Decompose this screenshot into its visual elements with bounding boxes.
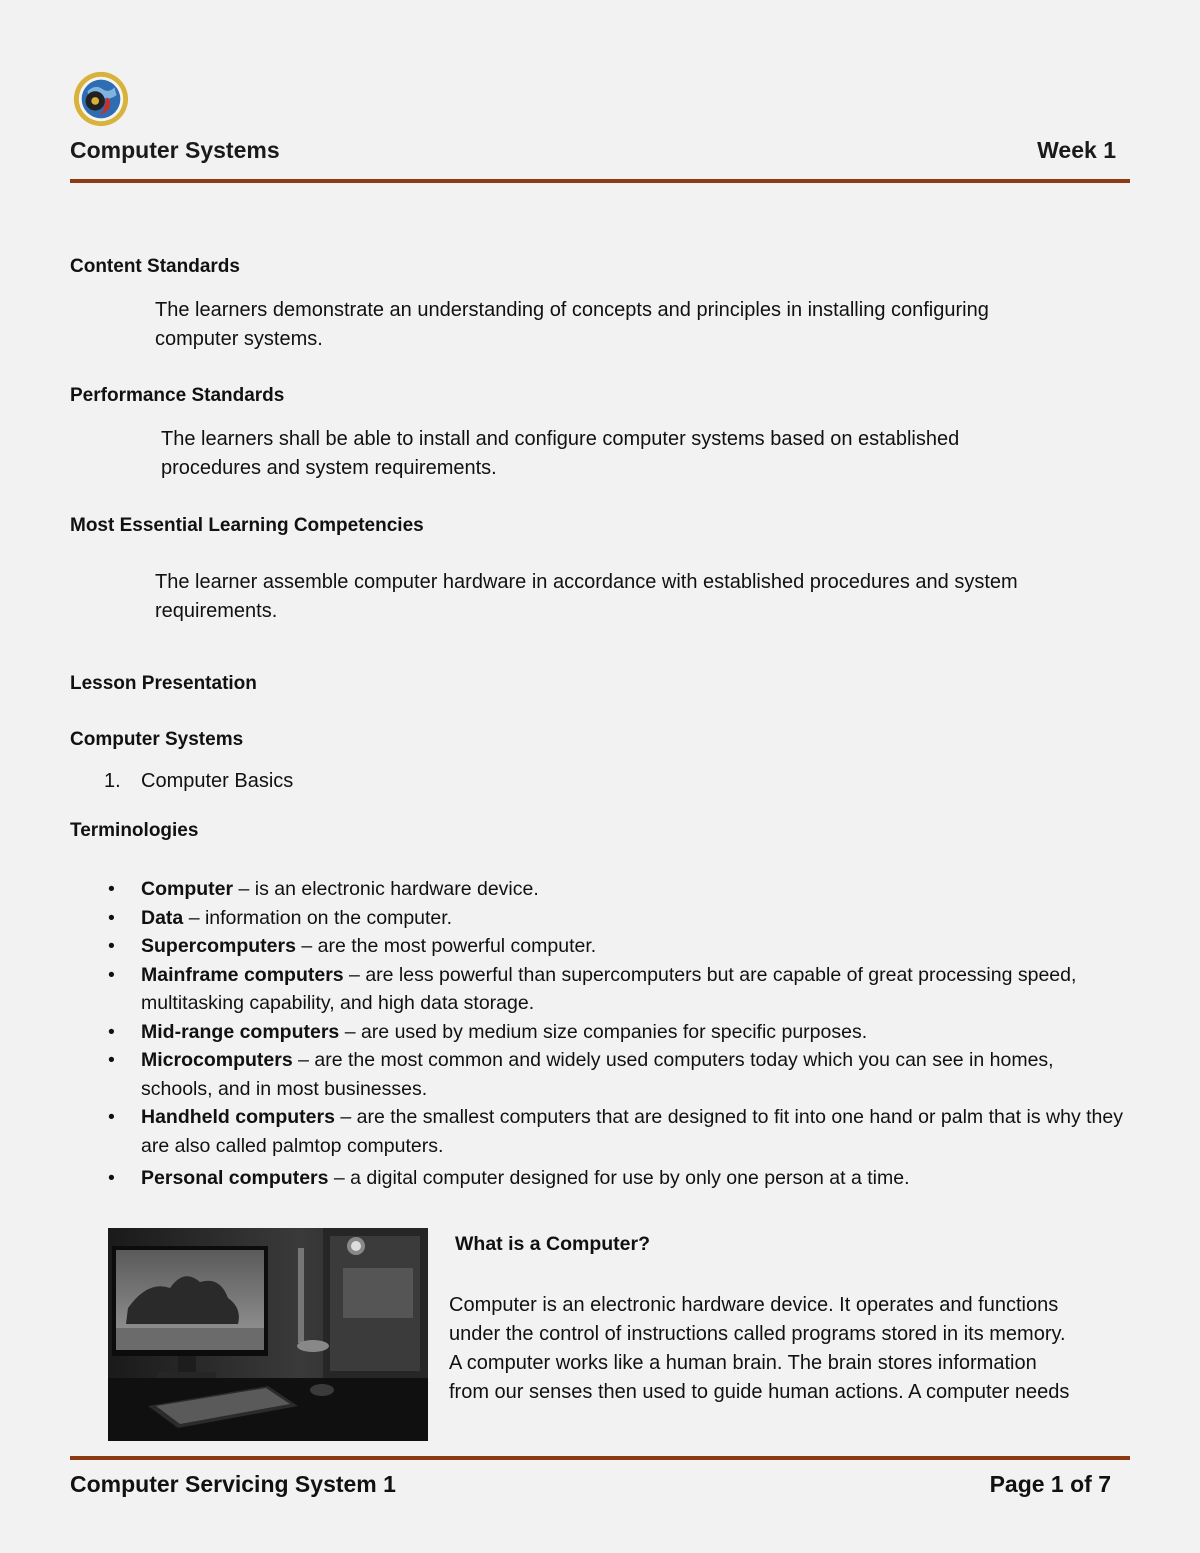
term-definition: – is an electronic hardware device. xyxy=(233,878,539,900)
content-standards-line-1: The learners demonstrate an understanding of concepts and principles in installing configuring xyxy=(155,299,989,321)
term-name: Computer xyxy=(141,878,234,900)
competencies-heading: Most Essential Learning Competencies xyxy=(70,515,424,536)
list-item xyxy=(104,961,1124,1018)
paragraph-line: Computer is an electronic hardware device. It operates and functions xyxy=(449,1294,1059,1316)
school-logo xyxy=(72,70,130,128)
content-standards-heading: Content Standards xyxy=(70,256,240,277)
content-standards-line-2: computer systems. xyxy=(155,328,323,350)
term-definition: – are less powerful than supercomputers but are capable of great processing speed, multitasking capability, and high data storage. xyxy=(141,963,1077,1014)
list-item xyxy=(104,1018,1124,1047)
term-name: Mid-range computers xyxy=(141,1020,340,1043)
what-is-computer-heading: What is a Computer? xyxy=(455,1233,651,1255)
competencies-text xyxy=(155,568,1018,626)
list-item xyxy=(104,1103,1124,1160)
footer-divider xyxy=(70,1456,1130,1460)
term-definition: – are the most common and widely used computers today which you can see in homes, schools, and in most businesses. xyxy=(141,1049,1054,1100)
bullet: • xyxy=(108,906,115,929)
bullet: • xyxy=(108,935,115,957)
list-item xyxy=(104,1046,1124,1103)
competencies-line-1: The learner assemble computer hardware in accordance with established procedures and system xyxy=(155,571,1018,593)
term-name: Mainframe computers xyxy=(141,963,344,986)
term-name: Microcomputers xyxy=(141,1049,293,1071)
list-item xyxy=(104,904,1124,933)
term-definition: – a digital computer designed for use by only one person at a time. xyxy=(328,1167,910,1189)
terminologies-heading: Terminologies xyxy=(70,820,199,841)
performance-standards-line-2: procedures and system requirements. xyxy=(161,457,497,479)
paragraph-line: A computer works like a human brain. The brain stores information xyxy=(449,1352,1037,1374)
header-week: Week 1 xyxy=(1037,137,1116,163)
performance-standards-line-1: The learners shall be able to install and configure computer systems based on established xyxy=(161,428,960,450)
content-standards-text xyxy=(155,296,989,354)
term-name: Data xyxy=(141,906,184,929)
term-name: Handheld computers xyxy=(141,1106,335,1128)
bullet: • xyxy=(108,1167,115,1189)
performance-standards-text xyxy=(161,425,959,483)
term-name: Supercomputers xyxy=(141,935,296,957)
list-item xyxy=(104,932,1124,961)
paragraph-line: from our senses then used to guide human actions. A computer needs xyxy=(449,1381,1070,1403)
header-divider xyxy=(70,179,1130,183)
footer-page-number: Page 1 of 7 xyxy=(989,1471,1111,1497)
bullet: • xyxy=(108,1106,115,1128)
term-definition: – are used by medium size companies for specific purposes. xyxy=(339,1020,868,1043)
terminology-list xyxy=(104,875,1124,1193)
header-title: Computer Systems xyxy=(70,137,280,163)
competencies-line-2: requirements. xyxy=(155,600,278,622)
computer-desk-photo xyxy=(108,1228,428,1441)
term-definition: – information on the computer. xyxy=(183,906,453,929)
list-item-text: Computer Basics xyxy=(141,770,294,792)
term-definition: – are the smallest computers that are designed to fit into one hand or palm that is why they are also called palmtop computers. xyxy=(141,1106,1123,1157)
paragraph-line: under the control of instructions called programs stored in its memory. xyxy=(449,1323,1066,1345)
numbered-list xyxy=(104,770,293,793)
what-is-computer-text xyxy=(449,1291,1129,1407)
computer-systems-heading: Computer Systems xyxy=(70,729,244,750)
performance-standards-heading: Performance Standards xyxy=(70,385,285,406)
list-item xyxy=(104,875,1124,904)
bullet: • xyxy=(108,1020,115,1043)
footer-course: Computer Servicing System 1 xyxy=(70,1471,396,1497)
list-number: 1. xyxy=(104,770,121,792)
bullet: • xyxy=(108,1049,115,1071)
list-item xyxy=(104,1164,1124,1193)
term-name: Personal computers xyxy=(141,1167,329,1189)
term-definition: – are the most powerful computer. xyxy=(295,935,597,957)
lesson-presentation-heading: Lesson Presentation xyxy=(70,673,257,694)
bullet: • xyxy=(108,878,115,900)
bullet: • xyxy=(108,963,115,986)
